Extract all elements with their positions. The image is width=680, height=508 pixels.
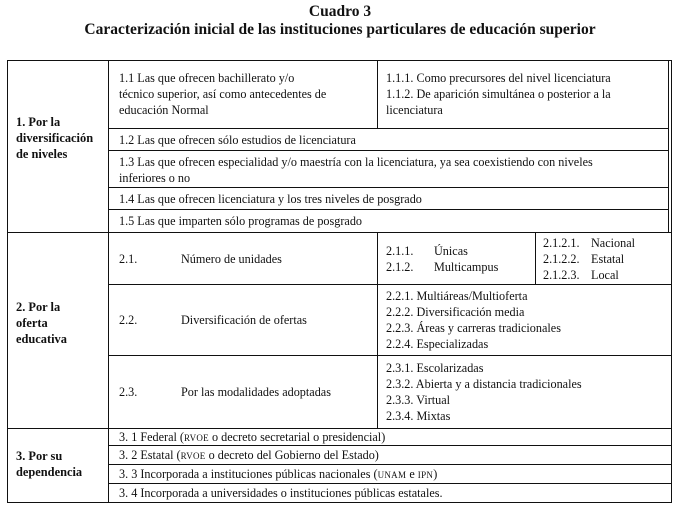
divider-3-2 [108,464,672,465]
divider-1-1-split [377,60,378,128]
section2-row3-items: 2.3.1. Escolarizadas 2.3.2. Abierta y a distancia tradicionales 2.3.3. Virtual 2.3.4. Mixtas [386,361,582,423]
section2-row1-subsub: 2.1.2.1. Nacional 2.1.2.2. Estatal 2.1.2.3. Local [543,236,635,282]
divider-section-1-2 [7,232,672,233]
divider-2-1 [108,284,672,285]
section1-label: 1. Por la diversificación de niveles [16,115,94,161]
section2-row1-title: 2.1. Número de unidades [119,252,282,266]
divider-1-2 [108,150,668,151]
divider-1-4 [108,209,668,210]
section3-row4: 3. 4 Incorporada a universidades o instituciones públicas estatales. [119,486,443,500]
section3-label: 3. Por su dependencia [16,449,83,479]
section1-row4: 1.4 Las que ofrecen licenciatura y los tres niveles de posgrado [119,192,422,206]
divider-1-3 [108,187,668,188]
divider-2-1-split [535,232,536,284]
divider-3-3 [108,483,672,484]
section2-row1-sub: 2.1.1. Únicas 2.1.2. Multicampus [386,244,499,274]
section1-row5: 1.5 Las que imparten sólo programas de posgrado [119,214,363,228]
section1-row1-right: 1.1.1. Como precursores del nivel licenciatura 1.1.2. De aparición simultánea o posterior a la licenciatura [386,71,611,117]
section3-row3: 3. 3 Incorporada a instituciones públicas nacionales (UNAM e IPN) [119,467,438,481]
section2-row2-title: 2.2. Diversificación de ofertas [119,313,307,327]
section1-row3: 1.3 Las que ofrecen especialidad y/o maestría con la licenciatura, ya sea coexistiendo con niveles inferiores o no [119,155,593,185]
caption-number: Cuadro 3 [308,3,372,20]
caption-title: Caracterización inicial de las instituciones particulares de educación superior [84,21,596,38]
section3-row1: 3. 1 Federal (RVOE o decreto secretarial o presidencial) [119,430,386,444]
section2-row3-title: 2.3. Por las modalidades adoptadas [119,385,331,399]
section1-row1-left: 1.1 Las que ofrecen bachillerato y/o técnico superior, así como antecedentes de educación Normal [119,71,327,117]
section1-row2: 1.2 Las que ofrecen sólo estudios de licenciatura [119,133,356,147]
divider-1-1 [108,128,668,129]
section2-label: 2. Por la oferta educativa [16,300,67,346]
section3-row2: 3. 2 Estatal (RVOE o decreto del Gobierno del Estado) [119,448,379,462]
divider-section2-split [377,232,378,428]
divider-2-2 [108,355,672,356]
right-inner-border [668,60,669,232]
divider-label-column [108,60,109,503]
section2-row2-items: 2.2.1. Multiáreas/Multioferta 2.2.2. Diversificación media 2.2.3. Áreas y carreras tradicionales 2.2.4. Especializadas [386,289,561,351]
